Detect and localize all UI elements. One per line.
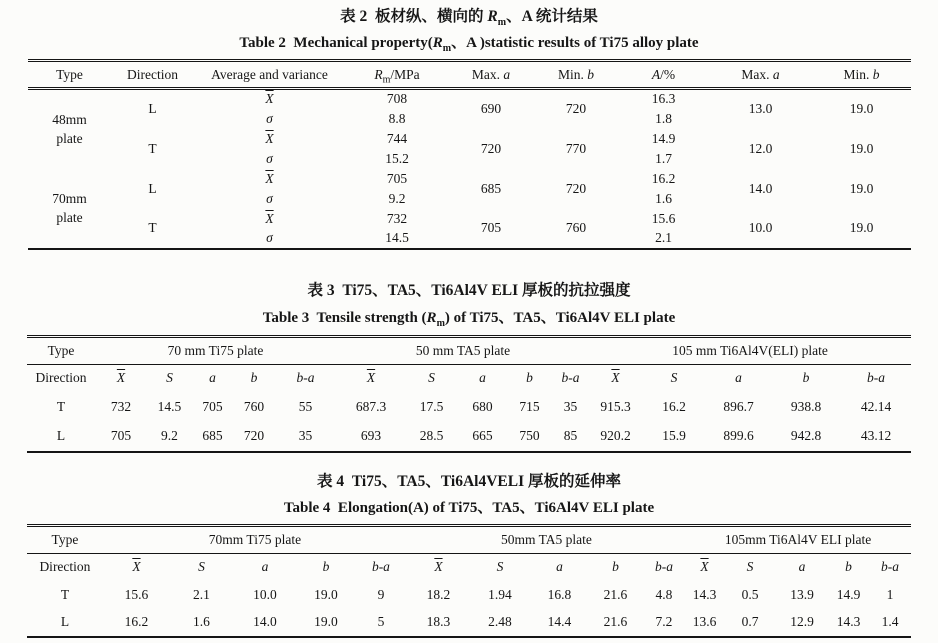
t4-sub-header: S — [746, 559, 754, 574]
t3-value-cell: 16.2 — [662, 398, 686, 414]
t2-value-cell: 705 — [386, 170, 408, 186]
t3-group-header-2: 105 mm Ti6Al4V(ELI) plate — [590, 336, 911, 364]
t2-value-cell: 14.9 — [651, 130, 676, 146]
t3-value-cell: 720 — [243, 428, 265, 443]
t3-value-cell: 760 — [243, 398, 265, 414]
t4-sub-header-row — [27, 553, 910, 581]
t3-value-cell: 85 — [563, 428, 578, 443]
t4-sub-header: $\overline{X}$ — [700, 559, 709, 574]
t2-value-cell: 770 — [565, 140, 587, 156]
t4-value-cell: 0.7 — [741, 614, 759, 629]
t2-direction-cell: L — [148, 180, 157, 196]
t3-sub-header: $\overline{X}$ — [366, 370, 376, 385]
t2-body — [28, 89, 911, 249]
t3-value-cell: 15.9 — [662, 428, 686, 443]
t4-value-cell: 9 — [377, 586, 385, 602]
t4-value-cell: 1 — [886, 586, 894, 602]
t3-group-header-0: 70 mm Ti75 plate — [94, 336, 336, 364]
t4-value-cell: 21.6 — [603, 614, 628, 629]
t4-sub-header: $\overline{X}$ — [132, 559, 141, 574]
t4-value-cell: 14.4 — [547, 614, 572, 629]
table-row — [28, 129, 911, 149]
t3-value-cell: 715 — [519, 398, 540, 414]
t3-value-cell: 28.5 — [419, 428, 444, 443]
t3-value-cell: 35 — [563, 398, 578, 414]
table3-section — [0, 280, 938, 453]
t2-value-cell: 15.6 — [651, 210, 676, 226]
t2-value-cell: 744 — [386, 130, 408, 146]
t4-type-header: Type — [27, 525, 102, 553]
t2-value-cell: 708 — [386, 91, 408, 107]
t3-group-header-1: 50 mm TA5 plate — [337, 336, 590, 364]
t3-value-cell: 9.2 — [161, 428, 178, 443]
t3-value-cell: 35 — [298, 428, 313, 443]
table-row — [27, 422, 910, 452]
t2-value-cell: 16.3 — [651, 91, 676, 107]
t4-value-cell: 18.2 — [426, 586, 451, 602]
t3-value-cell: 705 — [202, 398, 223, 414]
t2-value-cell: 14.0 — [748, 180, 773, 196]
t2-value-cell: 2.1 — [655, 230, 672, 245]
t2-value-cell: 19.0 — [849, 101, 874, 117]
t4-value-cell: 15.6 — [124, 586, 149, 602]
t2-value-cell: 8.8 — [388, 110, 406, 126]
t2-value-cell: 14.5 — [385, 230, 409, 245]
t3-sub-header: b-a — [561, 370, 580, 385]
t4-value-cell: 19.0 — [314, 614, 338, 629]
t4-body — [27, 581, 910, 637]
t4-value-cell: 19.0 — [314, 586, 338, 602]
t4-value-cell: 13.6 — [692, 614, 717, 629]
t4-group-header-row — [27, 525, 910, 553]
t2-col-header-7: Max. a — [709, 61, 813, 89]
t3-direction-cell: L — [56, 428, 66, 443]
t2-stat-label: σ — [266, 110, 273, 126]
t2-value-cell: 19.0 — [849, 140, 874, 156]
t4-direction-header: Direction — [39, 559, 91, 574]
t3-sub-header: a — [479, 370, 486, 385]
table-row — [27, 609, 910, 637]
t4-value-cell: 1.94 — [488, 586, 512, 602]
t2-stat-label: $\overline{X}$ — [265, 130, 274, 146]
t2-col-header-6: A/% — [619, 61, 709, 89]
t2-value-cell: 19.0 — [849, 180, 874, 196]
t3-value-cell: 750 — [519, 428, 540, 443]
t2-stat-label: $\overline{X}$ — [265, 91, 274, 107]
t4-direction-cell: L — [60, 614, 70, 629]
t4-value-cell: 0.5 — [741, 586, 759, 602]
t3-sub-header: S — [428, 370, 435, 385]
t3-type-header: Type — [27, 336, 94, 364]
t4-sub-header: a — [556, 559, 563, 574]
t3-value-cell: 42.14 — [860, 398, 892, 414]
t3-sub-header: $\overline{X}$ — [116, 370, 126, 385]
t3-value-cell: 693 — [360, 428, 382, 443]
table-row — [28, 89, 911, 109]
t2-value-cell: 705 — [480, 220, 502, 235]
t3-sub-header: b-a — [867, 370, 885, 385]
t4-group-header-2: 105mm Ti6Al4V ELI plate — [686, 525, 911, 553]
t2-value-cell: 16.2 — [651, 170, 676, 186]
table4-title-zh: 表 4 Ti75、TA5、Ti6Al4VELI 厚板的延伸率 — [316, 472, 621, 490]
t4-direction-cell: T — [60, 586, 70, 602]
t4-head — [27, 525, 910, 581]
t2-value-cell: 13.0 — [748, 101, 773, 117]
t4-value-cell: 1.4 — [881, 614, 899, 629]
t4-sub-header: b-a — [654, 559, 673, 574]
t2-value-cell: 685 — [480, 180, 502, 196]
t3-value-cell: 55 — [298, 398, 313, 414]
t4-value-cell: 14.3 — [836, 614, 861, 629]
t2-stat-label: $\overline{X}$ — [265, 210, 274, 226]
t3-sub-header-row — [27, 364, 910, 392]
t4-sub-header: b-a — [371, 559, 390, 574]
t3-sub-header: a — [735, 370, 742, 385]
t3-direction-header: Direction — [35, 370, 87, 385]
t4-value-cell: 12.9 — [790, 614, 814, 629]
t3-sub-header: b — [526, 370, 533, 385]
t4-group-header-1: 50mm TA5 plate — [407, 525, 685, 553]
t4-value-cell: 16.2 — [124, 614, 149, 629]
table4-section — [0, 471, 938, 638]
t2-stat-label: $\overline{X}$ — [265, 170, 274, 186]
table2-section — [0, 6, 938, 250]
t3-body — [27, 392, 910, 452]
t2-stat-label: σ — [266, 190, 273, 206]
t2-value-cell: 9.2 — [388, 190, 406, 206]
t3-sub-header: b-a — [296, 370, 315, 385]
t3-group-header-row — [27, 336, 910, 364]
t2-col-header-5: Min. b — [534, 61, 619, 89]
t3-value-cell: 685 — [202, 428, 223, 443]
t3-value-cell: 14.5 — [157, 398, 182, 414]
t3-sub-header: b — [250, 370, 258, 385]
table3-title-zh: 表 3 Ti75、TA5、Ti6Al4V ELI 厚板的抗拉强度 — [307, 281, 631, 299]
t4-value-cell: 10.0 — [253, 586, 277, 602]
table4-title-en: Table 4 Elongation(A) of Ti75、TA5、Ti6Al4V ELI plate — [283, 499, 655, 516]
table-row — [27, 581, 910, 609]
t2-direction-cell: T — [148, 220, 157, 235]
t3-sub-header: a — [209, 370, 216, 385]
t2-value-cell: 690 — [480, 101, 502, 117]
t3-sub-header: $\overline{X}$ — [611, 370, 620, 385]
t4-value-cell: 1.6 — [193, 614, 210, 629]
t2-value-cell: 720 — [480, 140, 502, 156]
t2-value-cell: 10.0 — [748, 220, 773, 235]
t2-direction-cell: T — [148, 140, 157, 156]
t4-value-cell: 7.2 — [655, 614, 673, 629]
table3 — [27, 335, 910, 453]
t4-sub-header: $\overline{X}$ — [434, 559, 443, 574]
t3-value-cell: 665 — [472, 428, 493, 443]
t2-direction-cell: L — [148, 101, 157, 117]
t2-value-cell: 1.8 — [655, 110, 672, 126]
t4-value-cell: 2.1 — [193, 586, 210, 602]
t4-value-cell: 2.48 — [488, 614, 512, 629]
t4-sub-header: a — [261, 559, 269, 574]
t2-head — [28, 61, 911, 89]
t2-stat-label: σ — [266, 230, 273, 245]
table-row — [27, 392, 910, 422]
t4-sub-header: b — [322, 559, 330, 574]
t2-stat-label: σ — [266, 150, 273, 166]
t2-type-cell: 48mm plate — [52, 112, 87, 147]
t2-col-header-1: Direction — [112, 61, 194, 89]
table-row — [28, 169, 911, 189]
t3-value-cell: 915.3 — [600, 398, 631, 414]
t3-value-cell: 896.7 — [723, 398, 754, 414]
table-row — [28, 209, 911, 229]
t4-value-cell: 14.0 — [253, 614, 277, 629]
table4 — [27, 524, 910, 638]
t4-value-cell: 4.8 — [655, 586, 673, 602]
t4-sub-header: S — [496, 559, 504, 574]
t3-value-cell: 43.12 — [860, 428, 892, 443]
t2-value-cell: 1.6 — [655, 190, 672, 206]
t3-value-cell: 732 — [110, 398, 132, 414]
t4-sub-header: S — [198, 559, 205, 574]
table2 — [28, 59, 911, 250]
t3-direction-cell: T — [56, 398, 66, 414]
table2-title-zh: 表 2 板材纵、横向的 $R_m$、A 统计结果 — [340, 8, 598, 29]
t2-value-cell: 760 — [565, 220, 587, 235]
t3-value-cell: 920.2 — [600, 428, 631, 443]
t4-value-cell: 21.6 — [603, 586, 628, 602]
t4-value-cell: 14.3 — [692, 586, 717, 602]
t2-value-cell: 1.7 — [655, 150, 672, 166]
t3-value-cell: 17.5 — [419, 398, 444, 414]
t3-sub-header: S — [670, 370, 678, 385]
t2-type-cell: 70mm plate — [52, 191, 87, 225]
t2-col-header-4: Max. a — [449, 61, 534, 89]
t4-sub-header: b-a — [881, 559, 900, 574]
t3-sub-header: S — [166, 370, 173, 385]
t2-value-cell: 12.0 — [748, 140, 773, 156]
t3-sub-header: b — [802, 370, 810, 385]
t2-col-header-2: Average and variance — [194, 61, 346, 89]
t2-value-cell: 15.2 — [385, 150, 409, 166]
t2-col-header-3: $R_m$/MPa — [346, 61, 449, 89]
t3-value-cell: 705 — [110, 428, 132, 443]
t3-value-cell: 680 — [472, 398, 493, 414]
t3-head — [27, 336, 910, 392]
t2-col-header-0: Type — [28, 61, 112, 89]
t4-value-cell: 14.9 — [836, 586, 861, 602]
t3-value-cell: 942.8 — [790, 428, 822, 443]
t2-header-row — [28, 61, 911, 89]
t4-sub-header: b — [612, 559, 619, 574]
t4-value-cell: 16.8 — [547, 586, 572, 602]
t4-value-cell: 18.3 — [426, 614, 451, 629]
t4-value-cell: 13.9 — [790, 586, 814, 602]
t3-value-cell: 938.8 — [790, 398, 822, 414]
t2-value-cell: 720 — [565, 101, 587, 117]
table3-title-en: Table 3 Tensile strength $(R_m)$ of Ti75、TA5、Ti6Al4V ELI plate — [262, 309, 676, 329]
t4-value-cell: 5 — [377, 614, 385, 629]
t4-group-header-0: 70mm Ti75 plate — [102, 525, 407, 553]
t2-value-cell: 19.0 — [849, 220, 874, 235]
table2-title-en: Table 2 Mechanical $property(R_m$、A )statistic results of Ti75 alloy plate — [239, 35, 699, 54]
t2-col-header-8: Min. b — [813, 61, 911, 89]
t4-sub-header: b — [845, 559, 852, 574]
t3-value-cell: 899.6 — [723, 428, 754, 443]
t4-sub-header: a — [798, 559, 806, 574]
t3-value-cell: 687.3 — [355, 398, 387, 414]
t2-value-cell: 720 — [565, 180, 587, 196]
t2-value-cell: 732 — [386, 210, 408, 226]
